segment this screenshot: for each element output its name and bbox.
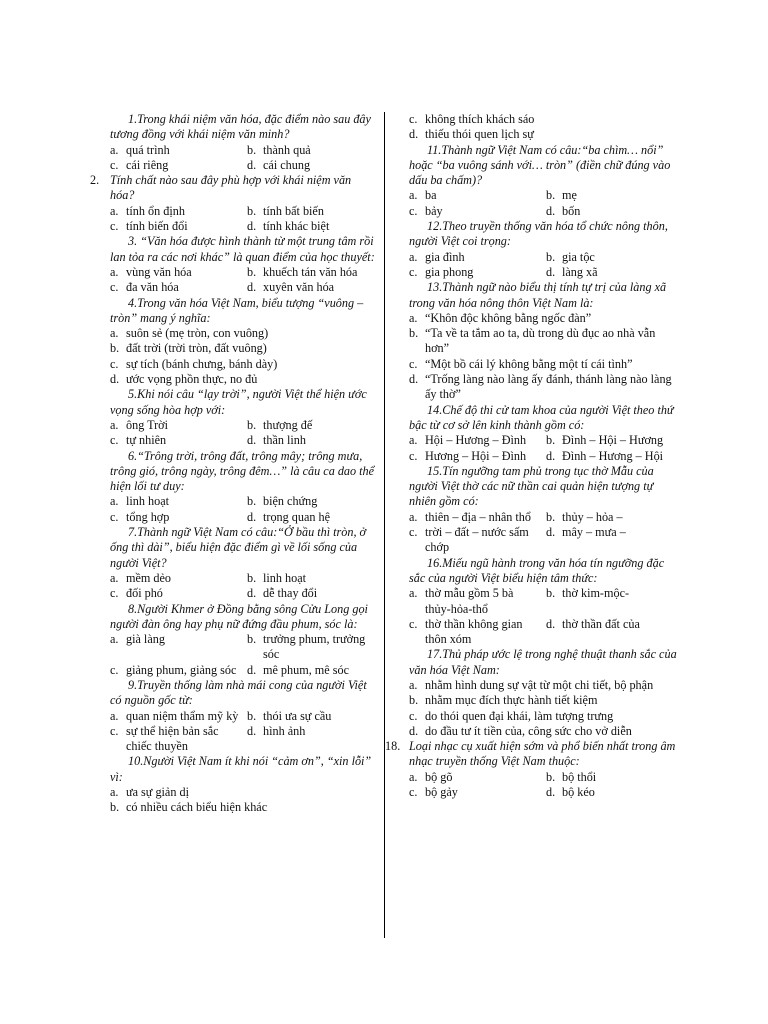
question-number: 18. xyxy=(385,739,401,754)
option-letter: c. xyxy=(409,616,418,631)
option-text: bộ gõ xyxy=(425,769,453,784)
question-number: 2. xyxy=(90,173,100,188)
option-text: gia phong xyxy=(425,264,474,279)
answer-option xyxy=(409,510,540,525)
question-text xyxy=(90,173,378,204)
question-label: Loại nhạc cụ xuất hiện sớm và phổ biến nhất trong âm nhạc truyền thống Việt Nam thuộc: xyxy=(409,739,676,769)
answer-option xyxy=(247,204,378,219)
option-text: sự tích (bánh chưng, bánh dày) xyxy=(126,356,278,371)
option-letter: c. xyxy=(110,509,119,524)
question-block xyxy=(110,678,378,754)
answer-option xyxy=(409,770,540,785)
question-text: 11.Thành ngữ Việt Nam có câu:“ba chìm… nổi” hoặc “ba vuông sánh với… tròn” (điền chữ đúng vào dấu ba chấm)? xyxy=(409,142,671,188)
option-letter: b. xyxy=(247,632,257,647)
option-text: cái riêng xyxy=(126,157,169,172)
answer-options xyxy=(409,188,677,219)
option-letter: a. xyxy=(110,264,119,279)
option-text: thói ưa sự cầu xyxy=(263,708,332,723)
option-text: đa văn hóa xyxy=(126,280,179,295)
answer-option xyxy=(546,250,677,265)
option-text: bộ kéo xyxy=(562,785,595,800)
option-letter: d. xyxy=(409,127,419,142)
answer-option xyxy=(247,158,378,173)
answer-option xyxy=(546,770,677,785)
option-letter: c. xyxy=(110,662,119,677)
answer-option xyxy=(110,785,378,800)
option-letter: a. xyxy=(110,417,119,432)
option-letter: a. xyxy=(409,586,418,601)
answer-options xyxy=(110,494,378,525)
option-letter: a. xyxy=(110,708,119,723)
option-text: tổng hợp xyxy=(126,509,170,524)
option-letter: b. xyxy=(247,494,257,509)
question-text: 4.Trong văn hóa Việt Nam, biểu tượng “vuông – tròn” mang ý nghĩa: xyxy=(110,295,364,325)
answer-options xyxy=(110,326,378,387)
option-text: làng xã xyxy=(562,264,598,279)
question-text: 5.Khi nói câu “lạy trời”, người Việt thể hiện ước vọng sống hòa hợp với: xyxy=(110,387,367,417)
answer-option xyxy=(409,250,540,265)
question-block xyxy=(110,234,378,295)
answer-option xyxy=(110,709,241,724)
option-text: quá trình xyxy=(126,142,170,157)
answer-option xyxy=(247,510,378,525)
option-letter: c. xyxy=(409,112,418,126)
answer-option xyxy=(409,357,677,372)
question-block xyxy=(385,739,677,800)
option-text: tính ổn định xyxy=(126,203,185,218)
question-block xyxy=(409,556,677,648)
answer-options xyxy=(110,632,378,678)
option-text: thờ thần đất của xyxy=(562,616,640,631)
option-text: “Trống làng nào làng ấy đánh, thánh làng nào làng ấy thờ” xyxy=(425,372,672,402)
answer-option xyxy=(409,678,677,693)
question-block xyxy=(90,173,378,234)
option-letter: b. xyxy=(247,264,257,279)
option-letter: a. xyxy=(110,632,119,647)
question-block xyxy=(110,296,378,388)
question-block xyxy=(409,464,677,556)
answer-option xyxy=(110,204,241,219)
option-text: gia đình xyxy=(425,249,465,264)
option-text: tính khác biệt xyxy=(263,219,330,234)
answer-options xyxy=(110,709,378,755)
answer-option xyxy=(546,188,677,203)
answer-option xyxy=(546,449,677,464)
option-text: cái chung xyxy=(263,157,311,172)
option-letter: a. xyxy=(409,188,418,203)
option-letter: c. xyxy=(110,586,119,601)
answer-option xyxy=(546,617,677,648)
option-text: thần linh xyxy=(263,433,306,448)
question-block xyxy=(110,112,378,173)
answer-option xyxy=(247,586,378,601)
answer-option xyxy=(110,158,241,173)
option-text: do đầu tư ít tiền của, công sức cho vở diễn xyxy=(425,723,632,738)
answer-option xyxy=(110,510,241,525)
question-block xyxy=(409,219,677,280)
answer-option xyxy=(247,143,378,158)
option-letter: b. xyxy=(247,570,257,585)
answer-option xyxy=(110,357,378,372)
answer-option xyxy=(110,800,378,815)
option-letter: d. xyxy=(546,525,556,540)
option-letter: c. xyxy=(110,433,119,448)
right-column xyxy=(385,112,677,800)
answer-option xyxy=(247,632,378,663)
option-text: thờ mẫu gồm 5 bà thủy-hỏa-thổ xyxy=(425,586,514,616)
option-letter: c. xyxy=(409,448,418,463)
option-letter: b. xyxy=(546,586,556,601)
option-text: bộ gảy xyxy=(425,785,458,800)
answer-option xyxy=(247,494,378,509)
answer-option xyxy=(247,418,378,433)
option-letter: d. xyxy=(247,157,257,172)
option-text: “Một bồ cái lý không bằng một tí cái tình” xyxy=(425,356,633,371)
option-letter: c. xyxy=(409,203,418,218)
question-text: 7.Thành ngữ Việt Nam có câu:“Ở bầu thì tròn, ở ống thì dài”, biểu hiện đặc điểm gì về lối sống của người Việt? xyxy=(110,525,367,570)
option-text: sự thể hiện bản sắc chiếc thuyền xyxy=(126,723,219,754)
option-text: thủy – hỏa – xyxy=(562,509,623,524)
option-letter: a. xyxy=(110,326,119,341)
option-letter: b. xyxy=(110,341,120,356)
option-text: không thích khách sáo xyxy=(425,112,535,126)
option-letter: c. xyxy=(110,219,119,234)
option-letter: d. xyxy=(546,785,556,800)
option-text: nhằm mục đích thực hành tiết kiệm xyxy=(425,693,598,708)
option-letter: c. xyxy=(409,264,418,279)
answer-option xyxy=(247,709,378,724)
option-text: ba xyxy=(425,188,437,203)
option-text: đất trời (trời tròn, đất vuông) xyxy=(126,341,267,356)
answer-option xyxy=(110,219,241,234)
option-text: thiên – địa – nhân thổ xyxy=(425,509,531,524)
option-text: linh hoạt xyxy=(263,570,306,585)
option-letter: d. xyxy=(247,662,257,677)
option-letter: b. xyxy=(110,800,120,815)
answer-option xyxy=(110,280,241,295)
answer-option xyxy=(546,433,677,448)
option-text: Hương – Hội – Đình xyxy=(425,448,527,463)
option-letter: b. xyxy=(409,693,419,708)
option-text: thờ thần không gian thôn xóm xyxy=(425,616,523,647)
option-text: xuyên văn hóa xyxy=(263,280,335,295)
answer-options xyxy=(110,571,378,602)
option-letter: a. xyxy=(409,509,418,524)
answer-option xyxy=(409,112,677,127)
option-text: già làng xyxy=(126,632,165,647)
answer-options xyxy=(409,433,677,464)
question-block xyxy=(110,387,378,448)
option-letter: d. xyxy=(247,433,257,448)
answer-option xyxy=(409,525,540,556)
option-letter: a. xyxy=(409,249,418,264)
answer-options xyxy=(409,678,677,739)
option-letter: b. xyxy=(409,326,419,341)
option-text: do thói quen đại khái, làm tượng trưng xyxy=(425,708,614,723)
question-block xyxy=(409,647,677,739)
answer-option xyxy=(110,724,241,755)
question-text: 13.Thành ngữ nào biểu thị tính tự trị của làng xã trong văn hóa nông thôn Việt Nam là: xyxy=(409,280,667,310)
option-text: thờ kim-mộc- xyxy=(562,586,630,601)
option-text: bốn xyxy=(562,203,581,218)
option-letter: d. xyxy=(247,586,257,601)
option-letter: c. xyxy=(110,157,119,172)
answer-options xyxy=(110,418,378,449)
question-block xyxy=(110,602,378,678)
answer-option xyxy=(110,571,241,586)
question-text: 17.Thủ pháp ước lệ trong nghệ thuật thanh sắc của văn hóa Việt Nam: xyxy=(409,647,677,677)
question-block xyxy=(110,754,378,815)
answer-option xyxy=(409,127,677,142)
option-letter: c. xyxy=(409,356,418,371)
answer-option xyxy=(110,433,241,448)
option-letter: b. xyxy=(546,249,556,264)
option-text: mây – mưa – xyxy=(562,525,626,540)
answer-option xyxy=(247,219,378,234)
question-text: 1.Trong khái niệm văn hóa, đặc điểm nào sau đây tương đồng với khái niệm văn minh? xyxy=(110,112,371,142)
option-letter: a. xyxy=(110,142,119,157)
answer-option xyxy=(546,204,677,219)
option-letter: a. xyxy=(110,494,119,509)
option-text: hình ảnh xyxy=(263,723,306,738)
answer-options xyxy=(110,785,378,816)
answer-options xyxy=(110,143,378,174)
option-letter: b. xyxy=(247,142,257,157)
option-text: trọng quan hệ xyxy=(263,509,331,524)
option-letter: b. xyxy=(546,433,556,448)
option-letter: c. xyxy=(110,280,119,295)
answer-option xyxy=(247,571,378,586)
answer-options xyxy=(409,311,677,403)
left-column xyxy=(90,112,378,816)
option-letter: d. xyxy=(546,203,556,218)
answer-option xyxy=(409,693,677,708)
option-text: trời – đất – nước sấm chớp xyxy=(425,525,529,555)
option-text: tính biến đổi xyxy=(126,219,188,234)
option-text: Đình – Hội – Hương xyxy=(562,433,664,448)
option-letter: d. xyxy=(247,219,257,234)
option-text: tính bất biến xyxy=(263,203,324,218)
answer-option xyxy=(409,188,540,203)
question-label: Tính chất nào sau đây phù hợp với khái niệm văn hóa? xyxy=(110,173,352,203)
answer-options xyxy=(409,770,677,801)
answer-option xyxy=(110,663,241,678)
option-text: bảy xyxy=(425,203,443,218)
option-letter: d. xyxy=(546,264,556,279)
option-text: gia tộc xyxy=(562,249,595,264)
option-text: trưởng phum, trưởng sóc xyxy=(263,632,366,662)
question-text: 6.“Trông trời, trông đất, trông mây; trông mưa, trông gió, trông ngày, trông đêm…” là câu ca dao thể hiện lối tư duy: xyxy=(110,448,375,494)
option-text: khuếch tán văn hóa xyxy=(263,264,358,279)
option-letter: b. xyxy=(546,509,556,524)
answer-option xyxy=(546,586,677,617)
answer-option xyxy=(110,418,241,433)
answer-option xyxy=(409,326,677,357)
answer-option xyxy=(409,709,677,724)
option-letter: b. xyxy=(247,417,257,432)
option-text: “Khôn độc không bằng ngốc đàn” xyxy=(425,310,592,325)
answer-option xyxy=(247,663,378,678)
option-text: mềm dẻo xyxy=(126,570,172,585)
option-text: biện chứng xyxy=(263,494,318,509)
answer-option xyxy=(409,724,677,739)
option-letter: c. xyxy=(409,525,418,540)
question-block xyxy=(409,112,677,143)
answer-option xyxy=(110,632,241,663)
answer-option xyxy=(247,433,378,448)
question-block xyxy=(110,449,378,525)
option-letter: a. xyxy=(409,310,418,325)
option-text: suôn sẻ (mẹ tròn, con vuông) xyxy=(126,326,269,341)
question-text xyxy=(385,739,677,770)
answer-options xyxy=(409,510,677,556)
question-block xyxy=(110,525,378,601)
option-text: giảng phum, giảng sóc xyxy=(126,662,237,677)
option-text: quan niệm thẩm mỹ kỳ xyxy=(126,708,239,723)
option-letter: c. xyxy=(409,785,418,800)
answer-option xyxy=(546,265,677,280)
option-text: Hội – Hương – Đình xyxy=(425,433,527,448)
option-letter: a. xyxy=(409,433,418,448)
option-text: thiếu thói quen lịch sự xyxy=(425,127,534,142)
option-letter: b. xyxy=(546,769,556,784)
answer-option xyxy=(409,449,540,464)
question-text: 10.Người Việt Nam ít khi nói “cảm ơn”, “xin lỗi” vì: xyxy=(110,754,372,784)
option-text: bộ thổi xyxy=(562,769,597,784)
option-text: ước vọng phồn thực, no đủ xyxy=(126,372,258,387)
answer-option xyxy=(110,341,378,356)
answer-option xyxy=(110,586,241,601)
answer-option xyxy=(409,586,540,617)
option-text: nhằm hình dung sự vật từ một chi tiết, bộ phận xyxy=(425,677,654,692)
answer-option xyxy=(409,265,540,280)
option-text: dễ thay đổi xyxy=(263,586,318,601)
option-text: linh hoạt xyxy=(126,494,169,509)
option-text: “Ta về ta tắm ao ta, dù trong dù đục ao nhà vẫn hơn” xyxy=(425,326,656,356)
column-divider xyxy=(384,112,385,938)
answer-option xyxy=(546,785,677,800)
option-text: đối phó xyxy=(126,586,163,601)
answer-option xyxy=(546,510,677,525)
answer-options xyxy=(110,204,378,235)
option-text: mẹ xyxy=(562,188,577,203)
option-text: thượng đế xyxy=(263,417,313,432)
question-block xyxy=(409,403,677,464)
answer-option xyxy=(110,494,241,509)
option-text: vùng văn hóa xyxy=(126,264,192,279)
option-text: tự nhiên xyxy=(126,433,167,448)
question-text: 16.Miếu ngũ hành trong văn hóa tín ngưỡng đặc sắc của người Việt biểu hiện tâm thức: xyxy=(409,555,665,585)
answer-option xyxy=(409,372,677,403)
option-letter: d. xyxy=(546,616,556,631)
option-letter: d. xyxy=(546,448,556,463)
option-letter: d. xyxy=(409,723,419,738)
question-text: 15.Tín ngưỡng tam phủ trong tục thờ Mẫu của người Việt thờ các nữ thần cai quản hiện tượng tự nhiên gồm có: xyxy=(409,463,654,509)
option-letter: a. xyxy=(409,769,418,784)
option-letter: c. xyxy=(110,723,119,738)
answer-option xyxy=(546,525,677,556)
option-letter: c. xyxy=(110,356,119,371)
option-letter: d. xyxy=(247,509,257,524)
answer-options xyxy=(409,250,677,281)
answer-option xyxy=(247,265,378,280)
option-letter: a. xyxy=(409,677,418,692)
answer-option xyxy=(247,280,378,295)
option-letter: b. xyxy=(247,203,257,218)
question-text: 14.Chế độ thi cử tam khoa của người Việt theo thứ bậc từ cơ sở lên kinh thành gồm có: xyxy=(409,402,674,432)
option-text: Đình – Hương – Hội xyxy=(562,448,664,463)
answer-options xyxy=(409,112,677,143)
answer-options xyxy=(110,265,378,296)
option-letter: b. xyxy=(247,708,257,723)
question-text: 8.Người Khmer ở Đồng bằng sông Cửu Long gọi người đàn ông hay phụ nữ đứng đầu phum, sóc là: xyxy=(110,601,368,631)
answer-option xyxy=(409,204,540,219)
option-letter: b. xyxy=(546,188,556,203)
option-letter: c. xyxy=(409,708,418,723)
option-letter: d. xyxy=(247,280,257,295)
option-letter: d. xyxy=(110,372,120,387)
option-letter: d. xyxy=(409,372,419,387)
answer-option xyxy=(409,617,540,648)
answer-option xyxy=(247,724,378,755)
option-text: có nhiều cách biểu hiện khác xyxy=(126,800,268,815)
answer-option xyxy=(110,372,378,387)
question-block xyxy=(409,143,677,219)
option-letter: a. xyxy=(110,203,119,218)
answer-options xyxy=(409,586,677,647)
option-text: mê phum, mê sóc xyxy=(263,662,349,677)
answer-option xyxy=(110,326,378,341)
option-text: ông Trời xyxy=(126,417,169,432)
question-text: 12.Theo truyền thống văn hóa tổ chức nông thôn, người Việt coi trọng: xyxy=(409,219,668,249)
answer-option xyxy=(409,433,540,448)
question-text: 3. “Văn hóa được hình thành từ một trung tâm rồi lan tỏa ra các nơi khác” là quan điểm của học thuyết: xyxy=(110,234,375,264)
option-letter: a. xyxy=(110,570,119,585)
answer-option xyxy=(110,143,241,158)
option-text: thành quả xyxy=(263,142,311,157)
question-block xyxy=(409,280,677,402)
question-text: 9.Truyền thống làm nhà mái cong của người Việt có nguồn gốc từ: xyxy=(110,677,367,708)
option-text: ưa sự giản dị xyxy=(126,785,189,800)
answer-option xyxy=(409,785,540,800)
option-letter: a. xyxy=(110,785,119,800)
option-letter: d. xyxy=(247,723,257,738)
answer-option xyxy=(409,311,677,326)
answer-option xyxy=(110,265,241,280)
